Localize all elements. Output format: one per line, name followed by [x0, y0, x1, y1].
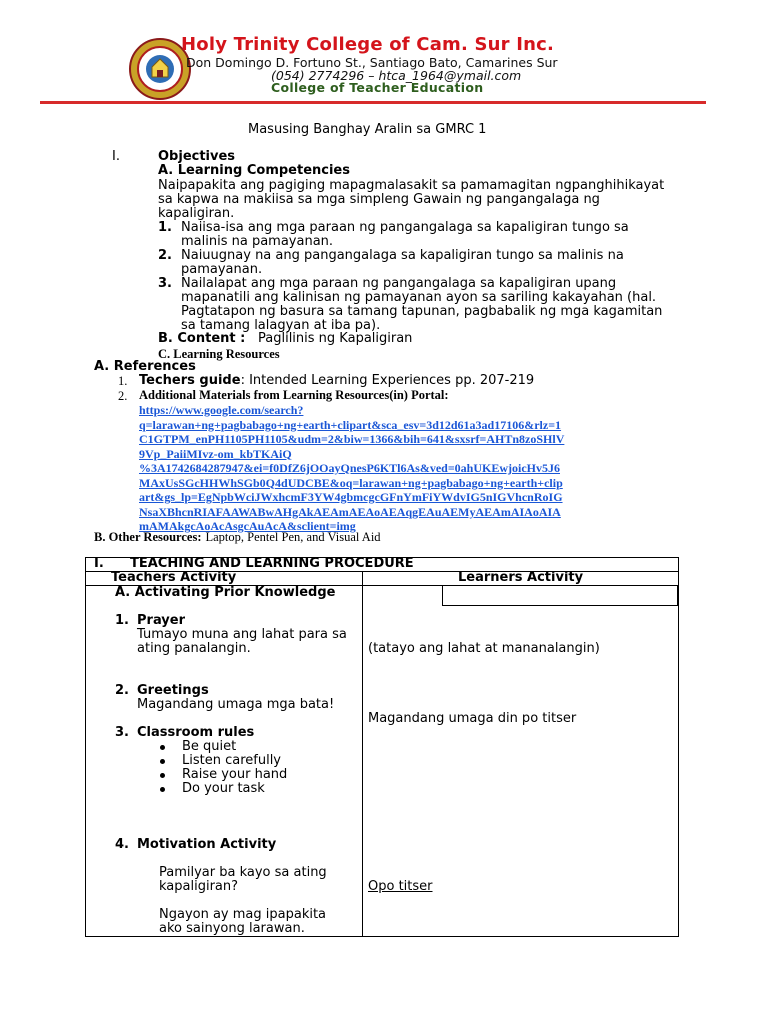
references-heading: A. References	[94, 359, 196, 374]
prayer-title: Prayer	[137, 613, 186, 628]
school-name: Holy Trinity College of Cam. Sur Inc.	[181, 34, 555, 55]
teachers-activity-header: Teachers Activity	[111, 570, 237, 585]
motivation-question-line: kapaligiran?	[159, 879, 239, 894]
table-column-divider	[362, 571, 363, 937]
portal-link[interactable]: mAMAkgcAoAcAsgcAuAcA&sclient=img	[139, 519, 356, 533]
prayer-response: (tatayo ang lahat at mananalangin)	[368, 641, 600, 656]
reference-number: 1.	[118, 374, 128, 388]
motivation-title: Motivation Activity	[137, 837, 277, 852]
step-number: 4.	[115, 837, 129, 852]
objective-line: Naiisa-isa ang mga paraan ng pangangalaga sa kapaligiran tungo sa	[181, 220, 629, 235]
college-name: College of Teacher Education	[271, 80, 484, 95]
content-label: B. Content :	[158, 331, 246, 346]
step-number: 3.	[115, 725, 129, 740]
school-contact: (054) 2774296 – htca_1964@ymail.com	[271, 68, 522, 83]
objective-line: sa tamang lalagyan at iba pa).	[181, 318, 381, 333]
step-number: 1.	[115, 613, 129, 628]
prayer-line: ating panalangin.	[137, 641, 251, 656]
rule-item: Do your task	[182, 781, 265, 796]
bullet-icon	[160, 745, 165, 750]
content-value: Paglilinis ng Kapaligiran	[258, 331, 413, 346]
other-resources	[94, 529, 381, 545]
portal-link[interactable]: art&gs_lp=EgNpbWciJWxhcmF3YW4gbmcgcGFnYmFiYWdvIG5nIGVhcnRoIG	[139, 490, 563, 504]
document-title: Masusing Banghay Aralin sa GMRC 1	[248, 122, 487, 137]
teachers-guide-label: Techers guide	[139, 373, 241, 388]
competency-line: kapaligiran.	[158, 206, 235, 221]
teachers-guide-reference	[139, 374, 534, 388]
bullet-icon	[160, 773, 165, 778]
objective-number: 3.	[158, 276, 172, 291]
other-resources-value: Laptop, Pentel Pen, and Visual Aid	[205, 530, 381, 544]
step-number: 2.	[115, 683, 129, 698]
portal-link[interactable]: q=larawan+ng+pagbabago+ng+earth+clipart&sca_esv=3d12d61a3ad17106&rlz=1	[139, 417, 562, 432]
teachers-guide-value: : Intended Learning Experiences pp. 207-219	[240, 373, 535, 388]
learning-resources-heading: C. Learning Resources	[158, 347, 280, 361]
objective-number: 2.	[158, 248, 172, 263]
portal-link[interactable]: NsaXBhcnRIAFAAWABwAHgAkAEAmAEAoAEAqgEAuAEMyAEAmAIAoAIA	[139, 504, 561, 519]
rule-item: Listen carefully	[182, 753, 281, 768]
procedure-numeral: I.	[94, 556, 104, 571]
procedure-heading: TEACHING AND LEARNING PROCEDURE	[130, 556, 414, 571]
portal-link[interactable]: 9Vp_PaiiMIvz-om_kbTKAiQ	[139, 446, 292, 461]
other-resources-label: B. Other Resources:	[94, 530, 202, 544]
additional-materials-label: Additional Materials from Learning Resources(in) Portal:	[139, 388, 449, 402]
reference-number: 2.	[118, 389, 128, 403]
greetings-text: Magandang umaga mga bata!	[137, 697, 335, 712]
objectives-numeral: I.	[112, 149, 120, 164]
motivation-question-line: Pamilyar ba kayo sa ating	[159, 865, 327, 880]
motivation-next-line: ako sainyong larawan.	[159, 921, 305, 936]
objective-number: 1.	[158, 220, 172, 235]
prayer-line: Tumayo muna ang lahat para sa	[137, 627, 347, 642]
section-activating-prior-knowledge: A. Activating Prior Knowledge	[115, 585, 336, 600]
learner-blank-cell	[442, 585, 678, 606]
motivation-response: Opo titser	[368, 879, 433, 894]
competency-line: sa kapwa na makiisa sa mga simpleng Gawain ng pangangalaga ng	[158, 192, 600, 207]
rule-item: Raise your hand	[182, 767, 288, 782]
objective-line: pamayanan.	[181, 262, 263, 277]
objectives-heading: Objectives	[158, 149, 236, 164]
portal-link[interactable]: %3A1742684287947&ei=f0DfZ6jOOayQnesP6KTl6As&ved=0ahUKEwjoicHv5J6	[139, 461, 560, 475]
objective-line: Naiuugnay na ang pangangalaga sa kapaligiran tungo sa malinis na	[181, 248, 624, 263]
learning-competencies-heading: A. Learning Competencies	[158, 163, 350, 178]
header-divider	[40, 101, 706, 104]
competency-line: Naipapakita ang pagiging mapagmalasakit sa pamamagitan ngpanghihikayat	[158, 178, 665, 193]
portal-link[interactable]: C1GTPM_enPH1105PH1105&udm=2&biw=1366&bih=641&sxsrf=AHTn8zoSHlV	[139, 432, 565, 446]
objective-line: malinis na pamayanan.	[181, 234, 334, 249]
school-address: Don Domingo D. Fortuno St., Santiago Bato, Camarines Sur	[186, 55, 558, 70]
portal-link[interactable]: MAxUsSGcHHWhSGb0Q4dUDCBE&oq=larawan+ng+pagbabago+ng+earth+clip	[139, 475, 563, 490]
greetings-response: Magandang umaga din po titser	[368, 711, 577, 726]
objective-line: Pagtatapon ng basura sa tamang tapunan, pagbabalik ng mga kagamitan	[181, 304, 663, 319]
motivation-next-line: Ngayon ay mag ipapakita	[159, 907, 327, 922]
objective-line: mapanatili ang kalinisan ng pamayanan ayon sa sariling kakayahan (hal.	[181, 290, 657, 305]
greetings-title: Greetings	[137, 683, 209, 698]
bullet-icon	[160, 759, 165, 764]
portal-link[interactable]: https://www.google.com/search?	[139, 403, 304, 417]
objective-line: Nailalapat ang mga paraan ng pangangalaga sa kapaligiran upang	[181, 276, 617, 291]
bullet-icon	[160, 787, 165, 792]
learners-activity-header: Learners Activity	[458, 570, 584, 585]
rule-item: Be quiet	[182, 739, 237, 754]
classroom-rules-title: Classroom rules	[137, 725, 255, 740]
